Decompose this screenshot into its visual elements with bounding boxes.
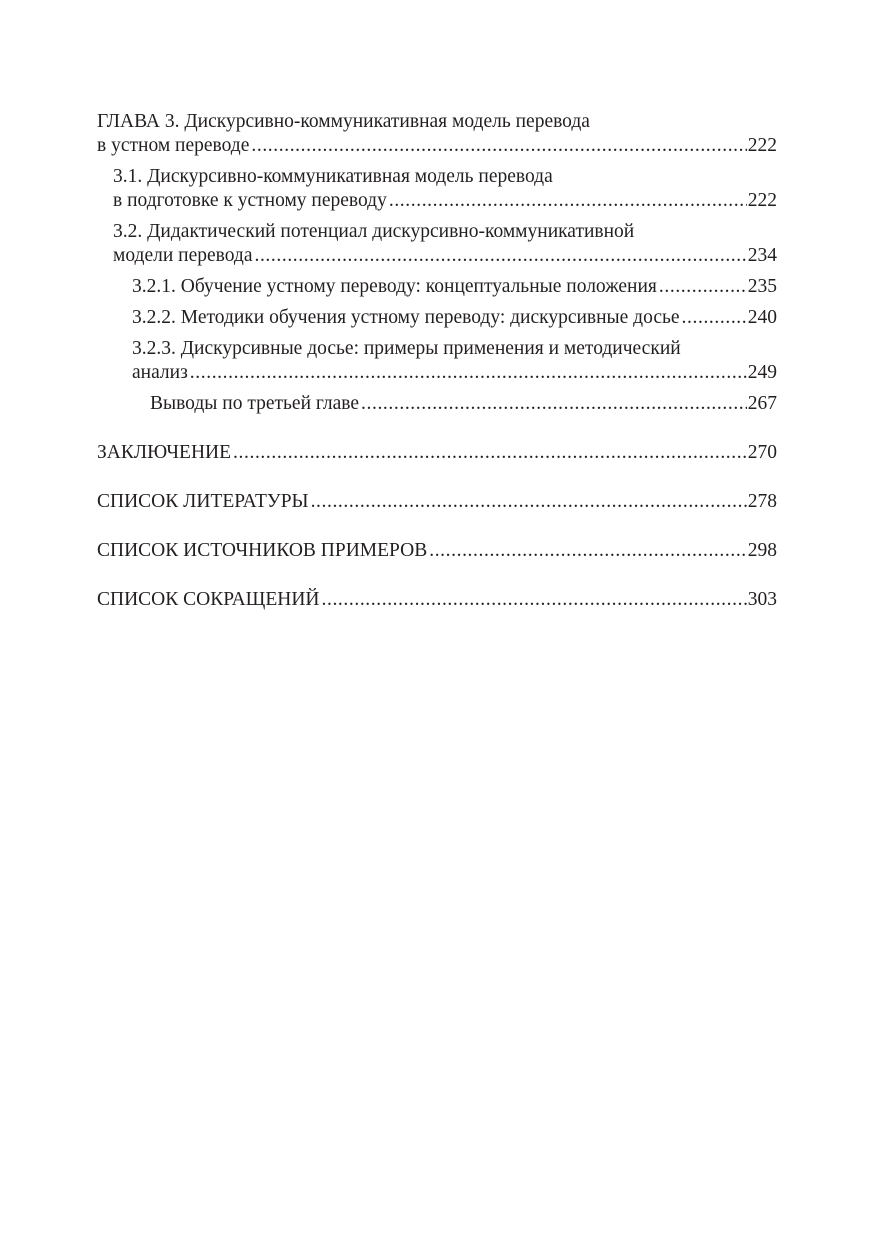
toc-entry-title-continued: анализ [132, 362, 188, 383]
toc-entry-title: 3.2.1. Обучение устному переводу: концептуальные положения [132, 276, 657, 297]
toc-entry-chapter-3-conclusions[interactable] [97, 392, 777, 416]
toc-entry-section-3-1[interactable] [97, 165, 777, 213]
leader-dots [659, 275, 747, 299]
leader-dots [389, 189, 747, 213]
leader-dots [233, 441, 747, 465]
toc-page-number: 249 [747, 362, 777, 383]
toc-page-number: 240 [747, 307, 777, 328]
leader-dots [254, 244, 746, 268]
toc-entry-title: 3.2.3. Дискурсивные досье: примеры применения и методический [132, 338, 681, 359]
toc-page-number: 235 [747, 276, 777, 297]
leader-dots [311, 490, 747, 514]
toc-entry-references[interactable] [97, 490, 777, 514]
leader-dots [251, 134, 746, 158]
toc-page-number: 270 [747, 442, 777, 463]
leader-dots [429, 539, 747, 563]
toc-entry-title: 3.2. Дидактический потенциал дискурсивно-коммуникативной [113, 221, 635, 242]
toc-entry-title-continued: модели перевода [113, 245, 253, 266]
toc-entry-chapter-3[interactable] [97, 110, 777, 158]
toc-entry-section-3-2-1[interactable] [97, 275, 777, 299]
toc-page-number: 303 [747, 589, 777, 610]
toc-entry-title: ГЛАВА 3. Дискурсивно-коммуникативная модель перевода [97, 111, 590, 132]
toc-entry-title: ЗАКЛЮЧЕНИЕ [97, 442, 232, 463]
toc-entry-title: 3.2.2. Методики обучения устному переводу: дискурсивные досье [132, 307, 680, 328]
toc-entry-abbreviations[interactable] [97, 588, 777, 612]
toc-entry-title: 3.1. Дискурсивно-коммуникативная модель перевода [113, 166, 553, 187]
toc-page-number: 222 [747, 190, 777, 211]
toc-entry-title: СПИСОК СОКРАЩЕНИЙ [97, 589, 320, 610]
toc-entry-title-continued: в устном переводе [97, 135, 250, 156]
toc-entry-section-3-2-2[interactable] [97, 306, 777, 330]
toc-entry-section-3-2[interactable] [97, 220, 777, 268]
toc-entry-title: СПИСОК ИСТОЧНИКОВ ПРИМЕРОВ [97, 540, 428, 561]
toc-entry-title: Выводы по третьей главе [150, 393, 360, 414]
leader-dots [361, 392, 747, 416]
leader-dots [190, 361, 747, 385]
leader-dots [682, 306, 747, 330]
toc-page-number: 278 [747, 491, 777, 512]
toc-entry-section-3-2-3[interactable] [97, 337, 777, 385]
toc-page-number: 267 [747, 393, 777, 414]
table-of-contents [97, 110, 777, 612]
toc-page-number: 298 [747, 540, 777, 561]
toc-entry-title: СПИСОК ЛИТЕРАТУРЫ [97, 491, 309, 512]
toc-entry-example-sources[interactable] [97, 539, 777, 563]
toc-entry-conclusion[interactable] [97, 441, 777, 465]
toc-page-number: 234 [747, 245, 777, 266]
leader-dots [322, 588, 747, 612]
toc-page-number: 222 [747, 135, 777, 156]
toc-entry-title-continued: в подготовке к устному переводу [113, 190, 387, 211]
